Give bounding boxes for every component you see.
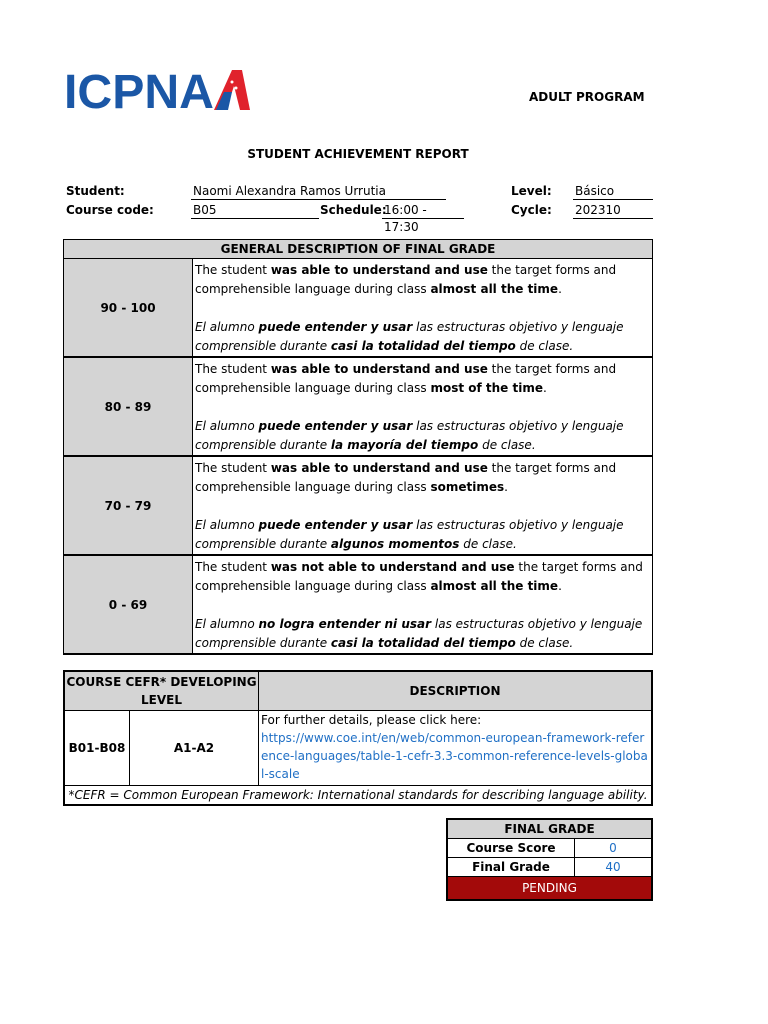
program-label: ADULT PROGRAM: [529, 90, 645, 104]
cefr-table: [63, 670, 653, 806]
level-label: Level:: [511, 184, 552, 198]
course-score-label: Course Score: [447, 839, 575, 858]
icpna-logo-graphic: [64, 68, 250, 112]
grade-row: [64, 456, 653, 555]
cefr-info: [259, 711, 653, 786]
status-badge: PENDING: [447, 877, 652, 901]
logo-text: ICPNA: [64, 68, 214, 112]
grade-row: [64, 259, 653, 358]
grade-range: 90 - 100: [64, 259, 193, 358]
grade-range: 80 - 89: [64, 357, 193, 456]
description-spanish: El alumno puede entender y usar las estructuras objetivo y lenguaje comprensible durante casi la totalidad del tiempo de clase.: [195, 320, 624, 353]
cefr-footnote: *CEFR = Common European Framework: International standards for describing language ability.: [64, 786, 652, 806]
course-code-value: B05: [191, 202, 319, 219]
cycle-value: 202310: [573, 202, 653, 219]
cycle-label: Cycle:: [511, 203, 552, 217]
course-code-label: Course code:: [66, 203, 154, 217]
level-value: Básico: [573, 183, 653, 200]
grade-description: [193, 456, 653, 555]
schedule-label: Schedule:: [320, 203, 387, 217]
grade-row: [64, 357, 653, 456]
grade-description-table: [63, 239, 653, 655]
student-name: Naomi Alexandra Ramos Urrutia: [191, 183, 446, 200]
final-grade-value: 40: [575, 858, 653, 877]
final-grade-label: Final Grade: [447, 858, 575, 877]
grade-range: 70 - 79: [64, 456, 193, 555]
final-grade-header: FINAL GRADE: [447, 819, 652, 839]
grade-description: [193, 357, 653, 456]
cefr-description-header: DESCRIPTION: [259, 671, 653, 711]
description-spanish: El alumno puede entender y usar las estructuras objetivo y lenguaje comprensible durante algunos momentos de clase.: [195, 518, 624, 551]
grade-description: [193, 259, 653, 358]
description-english: The student was able to understand and use the target forms and comprehensible language during class almost all the time.: [195, 263, 617, 296]
student-label: Student:: [66, 184, 125, 198]
grade-description: [193, 555, 653, 654]
grade-description-header: GENERAL DESCRIPTION OF FINAL GRADE: [64, 240, 653, 259]
cefr-level-header: COURSE CEFR* DEVELOPING LEVEL: [64, 671, 259, 711]
icpna-logo: [64, 68, 250, 112]
schedule-value: 16:00 - 17:30: [382, 202, 464, 219]
details-text: For further details, please click here:: [261, 713, 482, 727]
cefr-level: A1-A2: [130, 711, 259, 786]
description-english: The student was able to understand and use the target forms and comprehensible language during class sometimes.: [195, 461, 617, 494]
description-english: The student was not able to understand and use the target forms and comprehensible language during class almost all the time.: [195, 560, 643, 593]
description-english: The student was able to understand and use the target forms and comprehensible language during class most of the time.: [195, 362, 617, 395]
grade-range: 0 - 69: [64, 555, 193, 654]
grade-row: [64, 555, 653, 654]
cefr-link[interactable]: https://www.coe.int/en/web/common-european-framework-reference-languages/table-1-cefr-3.3-common-reference-levels-global-scale: [261, 731, 648, 781]
final-grade-table: [446, 818, 653, 901]
description-spanish: El alumno no logra entender ni usar las estructuras objetivo y lenguaje comprensible durante casi la totalidad del tiempo de clase.: [195, 617, 643, 650]
report-title: STUDENT ACHIEVEMENT REPORT: [247, 147, 469, 161]
description-spanish: El alumno puede entender y usar las estructuras objetivo y lenguaje comprensible durante la mayoría del tiempo de clase.: [195, 419, 624, 452]
course-range: B01-B08: [64, 711, 130, 786]
course-score-value: 0: [575, 839, 653, 858]
